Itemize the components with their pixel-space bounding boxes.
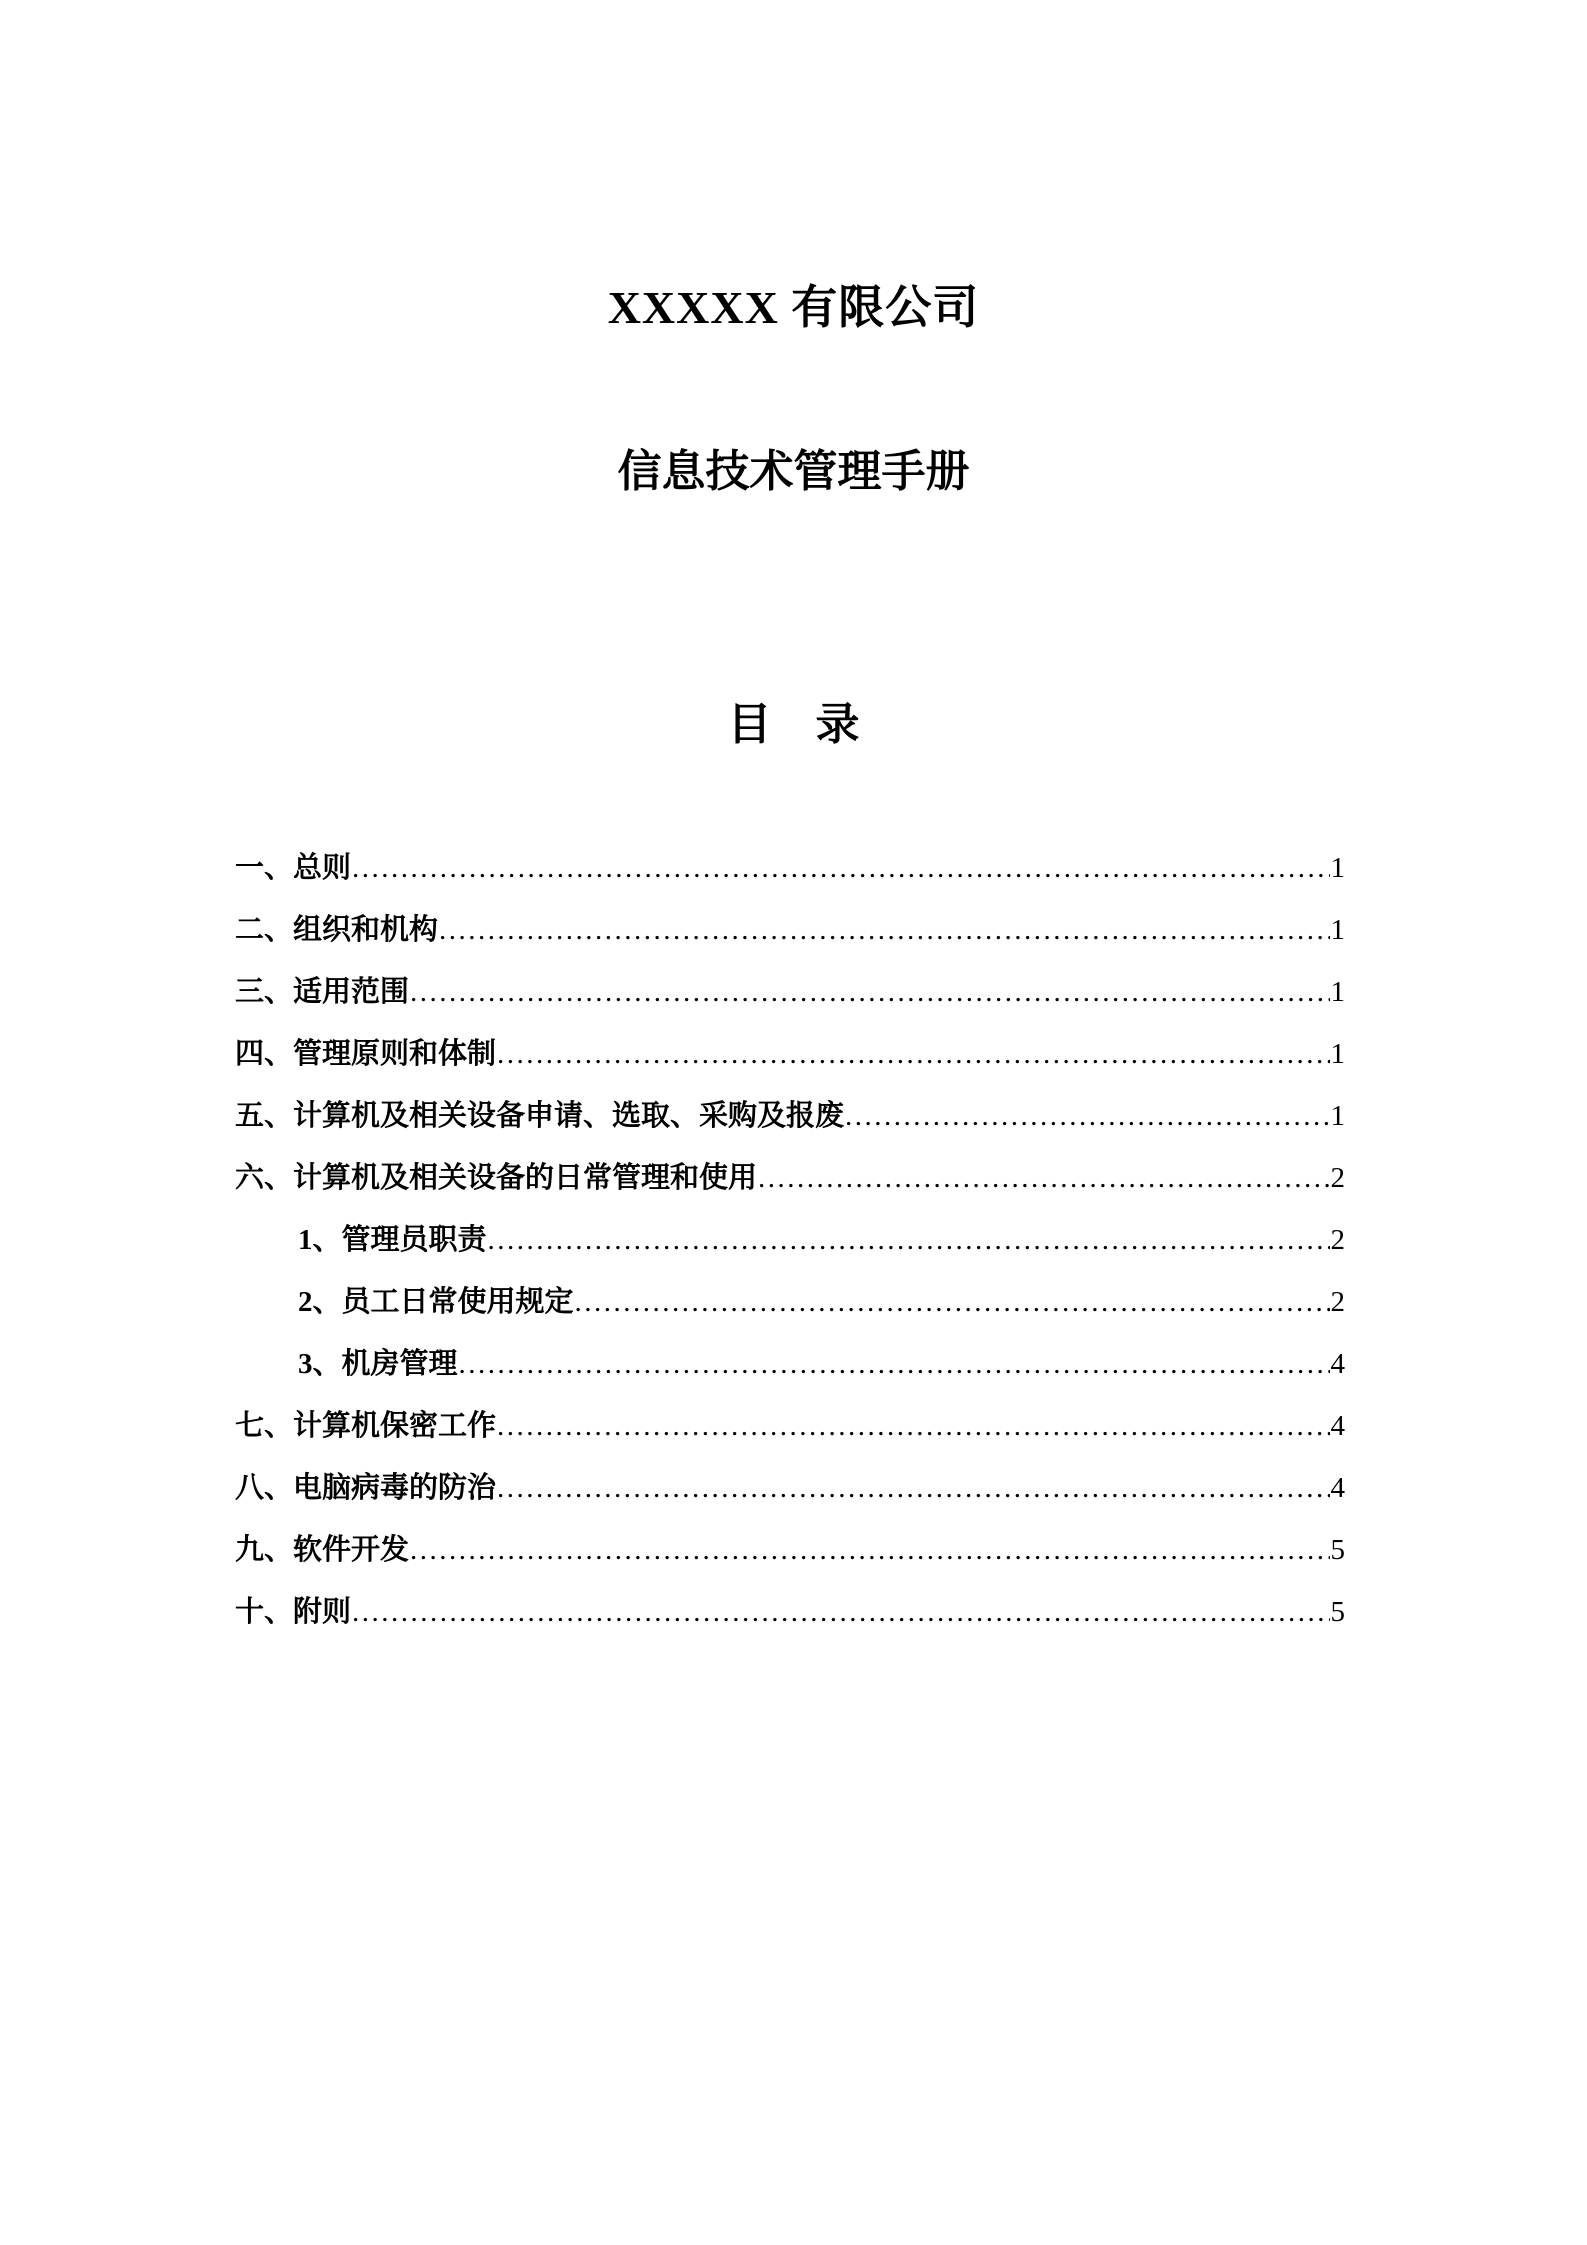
toc-page-number: 1 — [1330, 852, 1345, 885]
toc-entry-label: 十、附则 — [235, 1596, 352, 1629]
document-title: 信息技术管理手册 — [617, 446, 970, 496]
toc-dot-leader — [352, 1581, 1329, 1643]
toc-entry[interactable] — [235, 1581, 1345, 1643]
toc-entry[interactable] — [235, 1271, 1345, 1333]
toc-entry-label: 一、总则 — [235, 852, 352, 885]
toc-page-number: 4 — [1330, 1410, 1345, 1443]
toc-entry[interactable] — [235, 899, 1345, 961]
toc-dot-leader — [758, 1147, 1329, 1209]
toc-entry[interactable] — [235, 1519, 1345, 1581]
toc-entry[interactable] — [235, 1209, 1345, 1271]
toc-dot-leader — [488, 1209, 1330, 1271]
toc-page-number: 2 — [1330, 1224, 1345, 1257]
toc-dot-leader — [497, 1395, 1329, 1457]
toc-entry-label: 1、管理员职责 — [298, 1224, 487, 1257]
toc-entry-label: 五、计算机及相关设备申请、选取、采购及报废 — [235, 1100, 845, 1133]
toc-dot-leader — [497, 1457, 1329, 1519]
toc-entry[interactable] — [235, 1333, 1345, 1395]
toc-dot-leader — [439, 899, 1329, 961]
toc-dot-leader — [410, 1519, 1329, 1581]
toc-dot-leader — [410, 961, 1329, 1023]
toc-page-number: 1 — [1330, 976, 1345, 1009]
toc-page-number: 1 — [1330, 1038, 1345, 1071]
toc-entry-label: 八、电脑病毒的防治 — [235, 1472, 497, 1505]
toc-page-number: 5 — [1330, 1596, 1345, 1629]
toc-page-number: 5 — [1330, 1534, 1345, 1567]
toc-dot-leader — [845, 1085, 1329, 1147]
toc-page-number: 2 — [1330, 1162, 1345, 1195]
toc-dot-leader — [352, 837, 1329, 899]
toc-entry[interactable] — [235, 1085, 1345, 1147]
company-title: XXXXX 有限公司 — [607, 282, 980, 333]
toc-page-number: 4 — [1330, 1348, 1345, 1381]
toc-entry-label: 四、管理原则和体制 — [235, 1038, 497, 1071]
toc-entry-label: 七、计算机保密工作 — [235, 1410, 497, 1443]
toc-page-number: 4 — [1330, 1472, 1345, 1505]
toc-entry-label: 2、员工日常使用规定 — [298, 1286, 574, 1319]
toc-page-number: 1 — [1330, 914, 1345, 947]
toc-page-number: 2 — [1330, 1286, 1345, 1319]
toc-entry[interactable] — [235, 1147, 1345, 1209]
toc-entry[interactable] — [235, 837, 1345, 899]
toc-entry[interactable] — [235, 1395, 1345, 1457]
toc-entry[interactable] — [235, 1457, 1345, 1519]
toc-entry-label: 九、软件开发 — [235, 1534, 410, 1567]
toc-dot-leader — [575, 1271, 1330, 1333]
toc-heading: 目 录 — [727, 700, 860, 750]
toc-entry-label: 三、适用范围 — [235, 976, 410, 1009]
toc-entry[interactable] — [235, 1023, 1345, 1085]
toc-entry-label: 3、机房管理 — [298, 1348, 458, 1381]
toc-entry-label: 六、计算机及相关设备的日常管理和使用 — [235, 1162, 758, 1195]
toc-dot-leader — [459, 1333, 1330, 1395]
toc-entry[interactable] — [235, 961, 1345, 1023]
toc-list — [235, 837, 1345, 1643]
toc-dot-leader — [497, 1023, 1329, 1085]
toc-entry-label: 二、组织和机构 — [235, 914, 439, 947]
toc-page-number: 1 — [1330, 1100, 1345, 1133]
